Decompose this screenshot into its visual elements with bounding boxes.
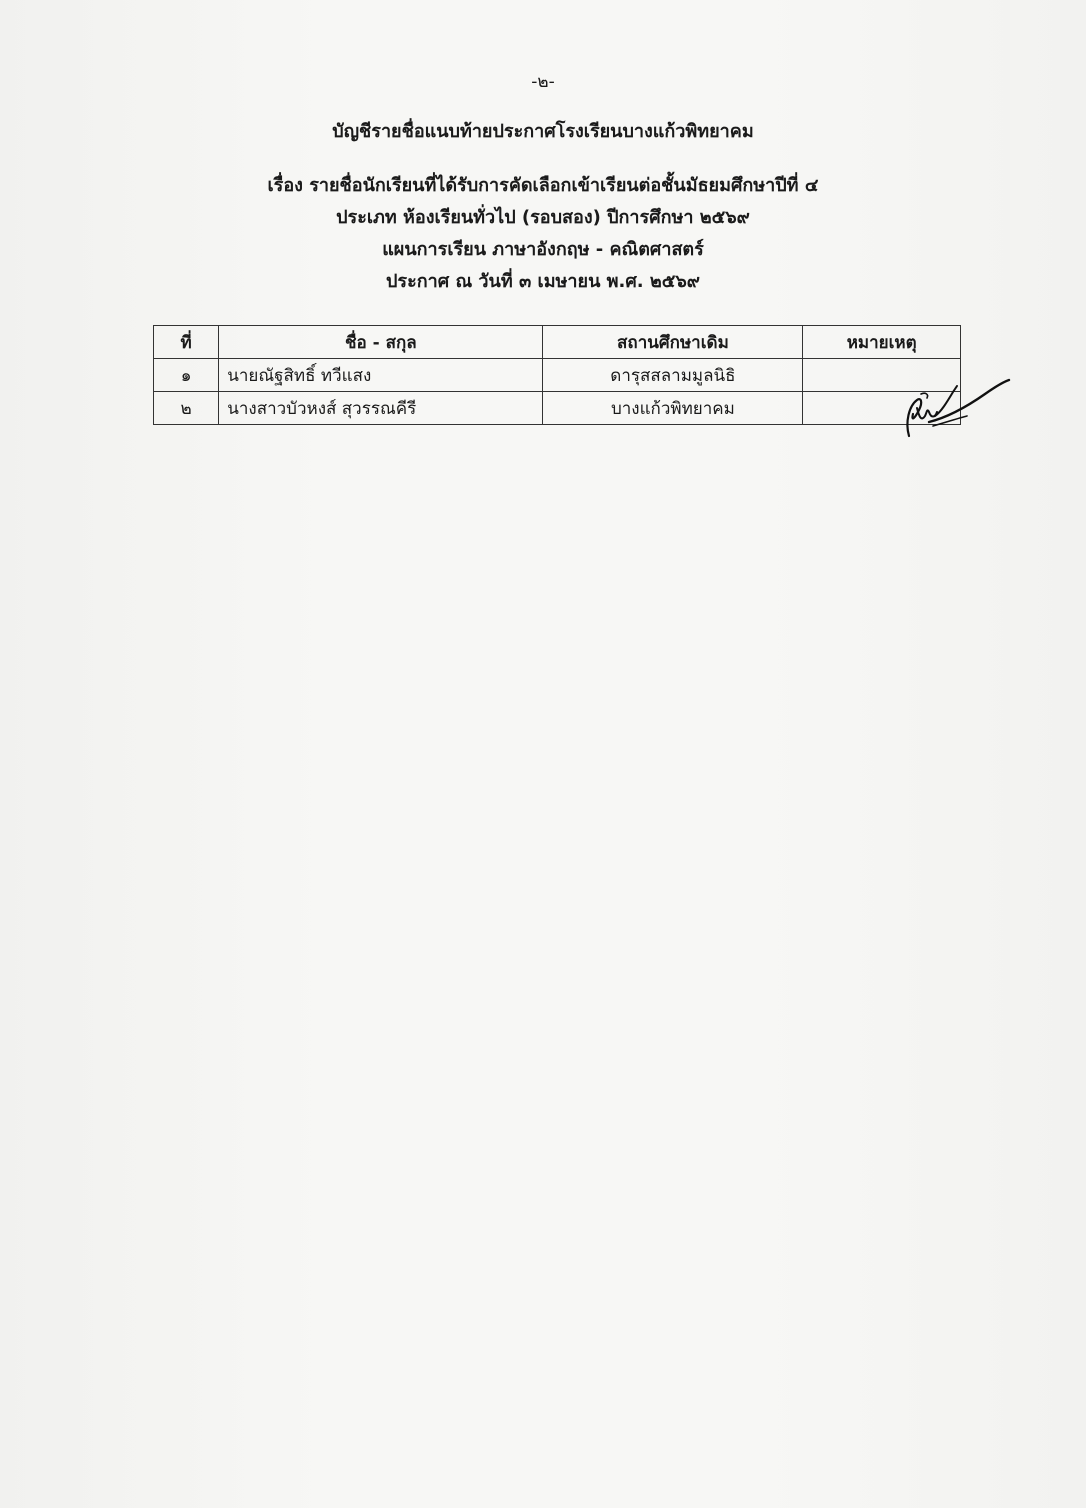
header-number: ที่ (154, 326, 219, 359)
row-previous-school: บางแก้วพิทยาคม (543, 392, 803, 425)
header-previous-school: สถานศึกษาเดิม (543, 326, 803, 359)
table-header-row (154, 326, 961, 359)
student-roster-table (153, 325, 961, 425)
header-remark: หมายเหตุ (803, 326, 961, 359)
row-number: ๑ (154, 359, 219, 392)
handwritten-signature-icon (895, 372, 1015, 444)
document-date: ประกาศ ณ วันที่ ๓ เมษายน พ.ศ. ๒๕๖๙ (386, 271, 700, 292)
row-student-name: นายณัฐสิทธิ์ ทวีแสง (219, 359, 543, 392)
row-student-name: นางสาวบัวหงส์ สุวรรณคีรี (219, 392, 543, 425)
header-name: ชื่อ - สกุล (219, 326, 543, 359)
row-previous-school: ดารุสสลามมูลนิธิ (543, 359, 803, 392)
page-number: -๒- (531, 72, 555, 92)
table-row (154, 359, 961, 392)
table-row (154, 392, 961, 425)
row-number: ๒ (154, 392, 219, 425)
document-subject: เรื่อง รายชื่อนักเรียนที่ได้รับการคัดเลือกเข้าเรียนต่อชั้นมัธยมศึกษาปีที่ ๔ (267, 175, 819, 196)
document-category: ประเภท ห้องเรียนทั่วไป (รอบสอง) ปีการศึกษา ๒๕๖๙ (336, 207, 750, 228)
document-study-plan: แผนการเรียน ภาษาอังกฤษ - คณิตศาสตร์ (382, 239, 704, 260)
document-title: บัญชีรายชื่อแนบท้ายประกาศโรงเรียนบางแก้วพิทยาคม (332, 121, 754, 142)
